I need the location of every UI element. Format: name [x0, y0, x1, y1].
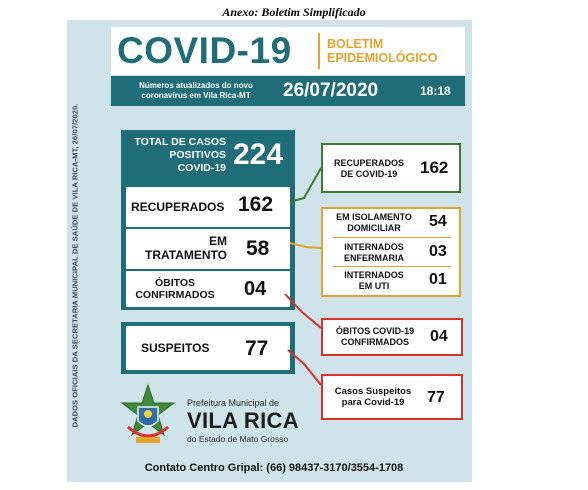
- connector-suspects: [288, 350, 321, 385]
- connector-recovered: [290, 168, 321, 202]
- deaths-label-line-2: CONFIRMADOS: [135, 289, 215, 301]
- treatment-label-line-2: TRATAMENTO: [145, 248, 227, 262]
- total-cases-value: 224: [233, 138, 284, 171]
- icu-label-line-2: EM UTI: [358, 281, 390, 291]
- subtitle-line-2: EPIDEMIOLÓGICO: [327, 51, 438, 65]
- connector-deaths: [285, 294, 321, 328]
- recovered-detail-line-2: DE COVID-19: [340, 169, 398, 179]
- isolation-label-line-2: DOMICILIAR: [347, 223, 401, 233]
- total-label-line-3: COVID-19: [177, 162, 226, 174]
- isolation-value: 54: [429, 213, 447, 230]
- prefeitura-label: Prefeitura Municipal de: [187, 398, 280, 408]
- total-label-line-2: POSITIVOS: [169, 149, 226, 161]
- icu-label: [330, 270, 418, 292]
- ward-label-line-1: INTERNADOS: [344, 242, 404, 252]
- bulletin-date: 26/07/2020: [283, 80, 379, 101]
- recovered-detail-label: [326, 158, 412, 180]
- suspects-detail-value: 77: [427, 389, 445, 406]
- suspects-detail-line-2: para Covid-19: [341, 397, 405, 408]
- update-note-line-2: coronavírus em Vila Rica-MT: [141, 91, 251, 100]
- isolation-divider: [333, 237, 451, 238]
- contact-info: Contato Centro Gripal: (66) 98437-3170/3554-1708: [144, 462, 404, 474]
- deaths-detail-line-1: ÓBITOS COVID-19: [335, 326, 415, 336]
- recovered-detail-line-1: RECUPERADOS: [333, 158, 404, 168]
- isolation-label: [330, 212, 418, 234]
- treatment-label-line-1: EM: [209, 234, 227, 248]
- subtitle-line-1: BOLETIM: [327, 37, 384, 51]
- ward-value: 03: [429, 243, 447, 260]
- annex-title: Anexo: Boletim Simplificado: [222, 5, 366, 19]
- connector-treatment: [290, 243, 321, 248]
- recovered-detail-value: 162: [420, 158, 449, 177]
- suspects-detail-line-1: Casos Suspeitos: [334, 386, 412, 397]
- page-title: COVID-19: [117, 30, 292, 71]
- bulletin-time: 18:18: [420, 84, 451, 98]
- recovered-label: RECUPERADOS: [131, 200, 225, 214]
- icu-value: 01: [429, 271, 447, 288]
- suspects-value: 77: [245, 337, 269, 360]
- deaths-value: 04: [244, 278, 267, 300]
- state-label: do Estado de Mato Grosso: [187, 434, 289, 444]
- vila-rica-coat-of-arms-icon: [116, 383, 180, 449]
- isolation-label-line-1: EM ISOLAMENTO: [336, 212, 412, 222]
- treatment-value: 58: [246, 237, 270, 260]
- deaths-detail-value: 04: [430, 328, 448, 345]
- ward-divider: [333, 266, 451, 267]
- ward-label-line-2: ENFERMARIA: [344, 253, 404, 263]
- icu-label-line-1: INTERNADOS: [344, 270, 404, 280]
- total-label-line-1: TOTAL DE CASOS: [134, 136, 226, 148]
- deaths-label-line-1: ÓBITOS: [154, 277, 196, 289]
- recovered-value: 162: [238, 193, 274, 216]
- side-source-label: DADOS OFICIAIS DA SECRETARIA MUNICIPAL DE SAÚDE DE VILA RICA-MT, 26/07/2020.: [70, 103, 80, 427]
- city-name: VILA RICA: [187, 408, 299, 433]
- ward-label: [330, 242, 418, 264]
- deaths-detail-label: [327, 326, 423, 348]
- suspects-label: SUSPEITOS: [141, 341, 210, 355]
- deaths-detail-line-2: CONFIRMADOS: [341, 337, 409, 347]
- update-note-line-1: Números atualizados do novo: [139, 81, 253, 90]
- suspects-detail-label: [327, 386, 419, 408]
